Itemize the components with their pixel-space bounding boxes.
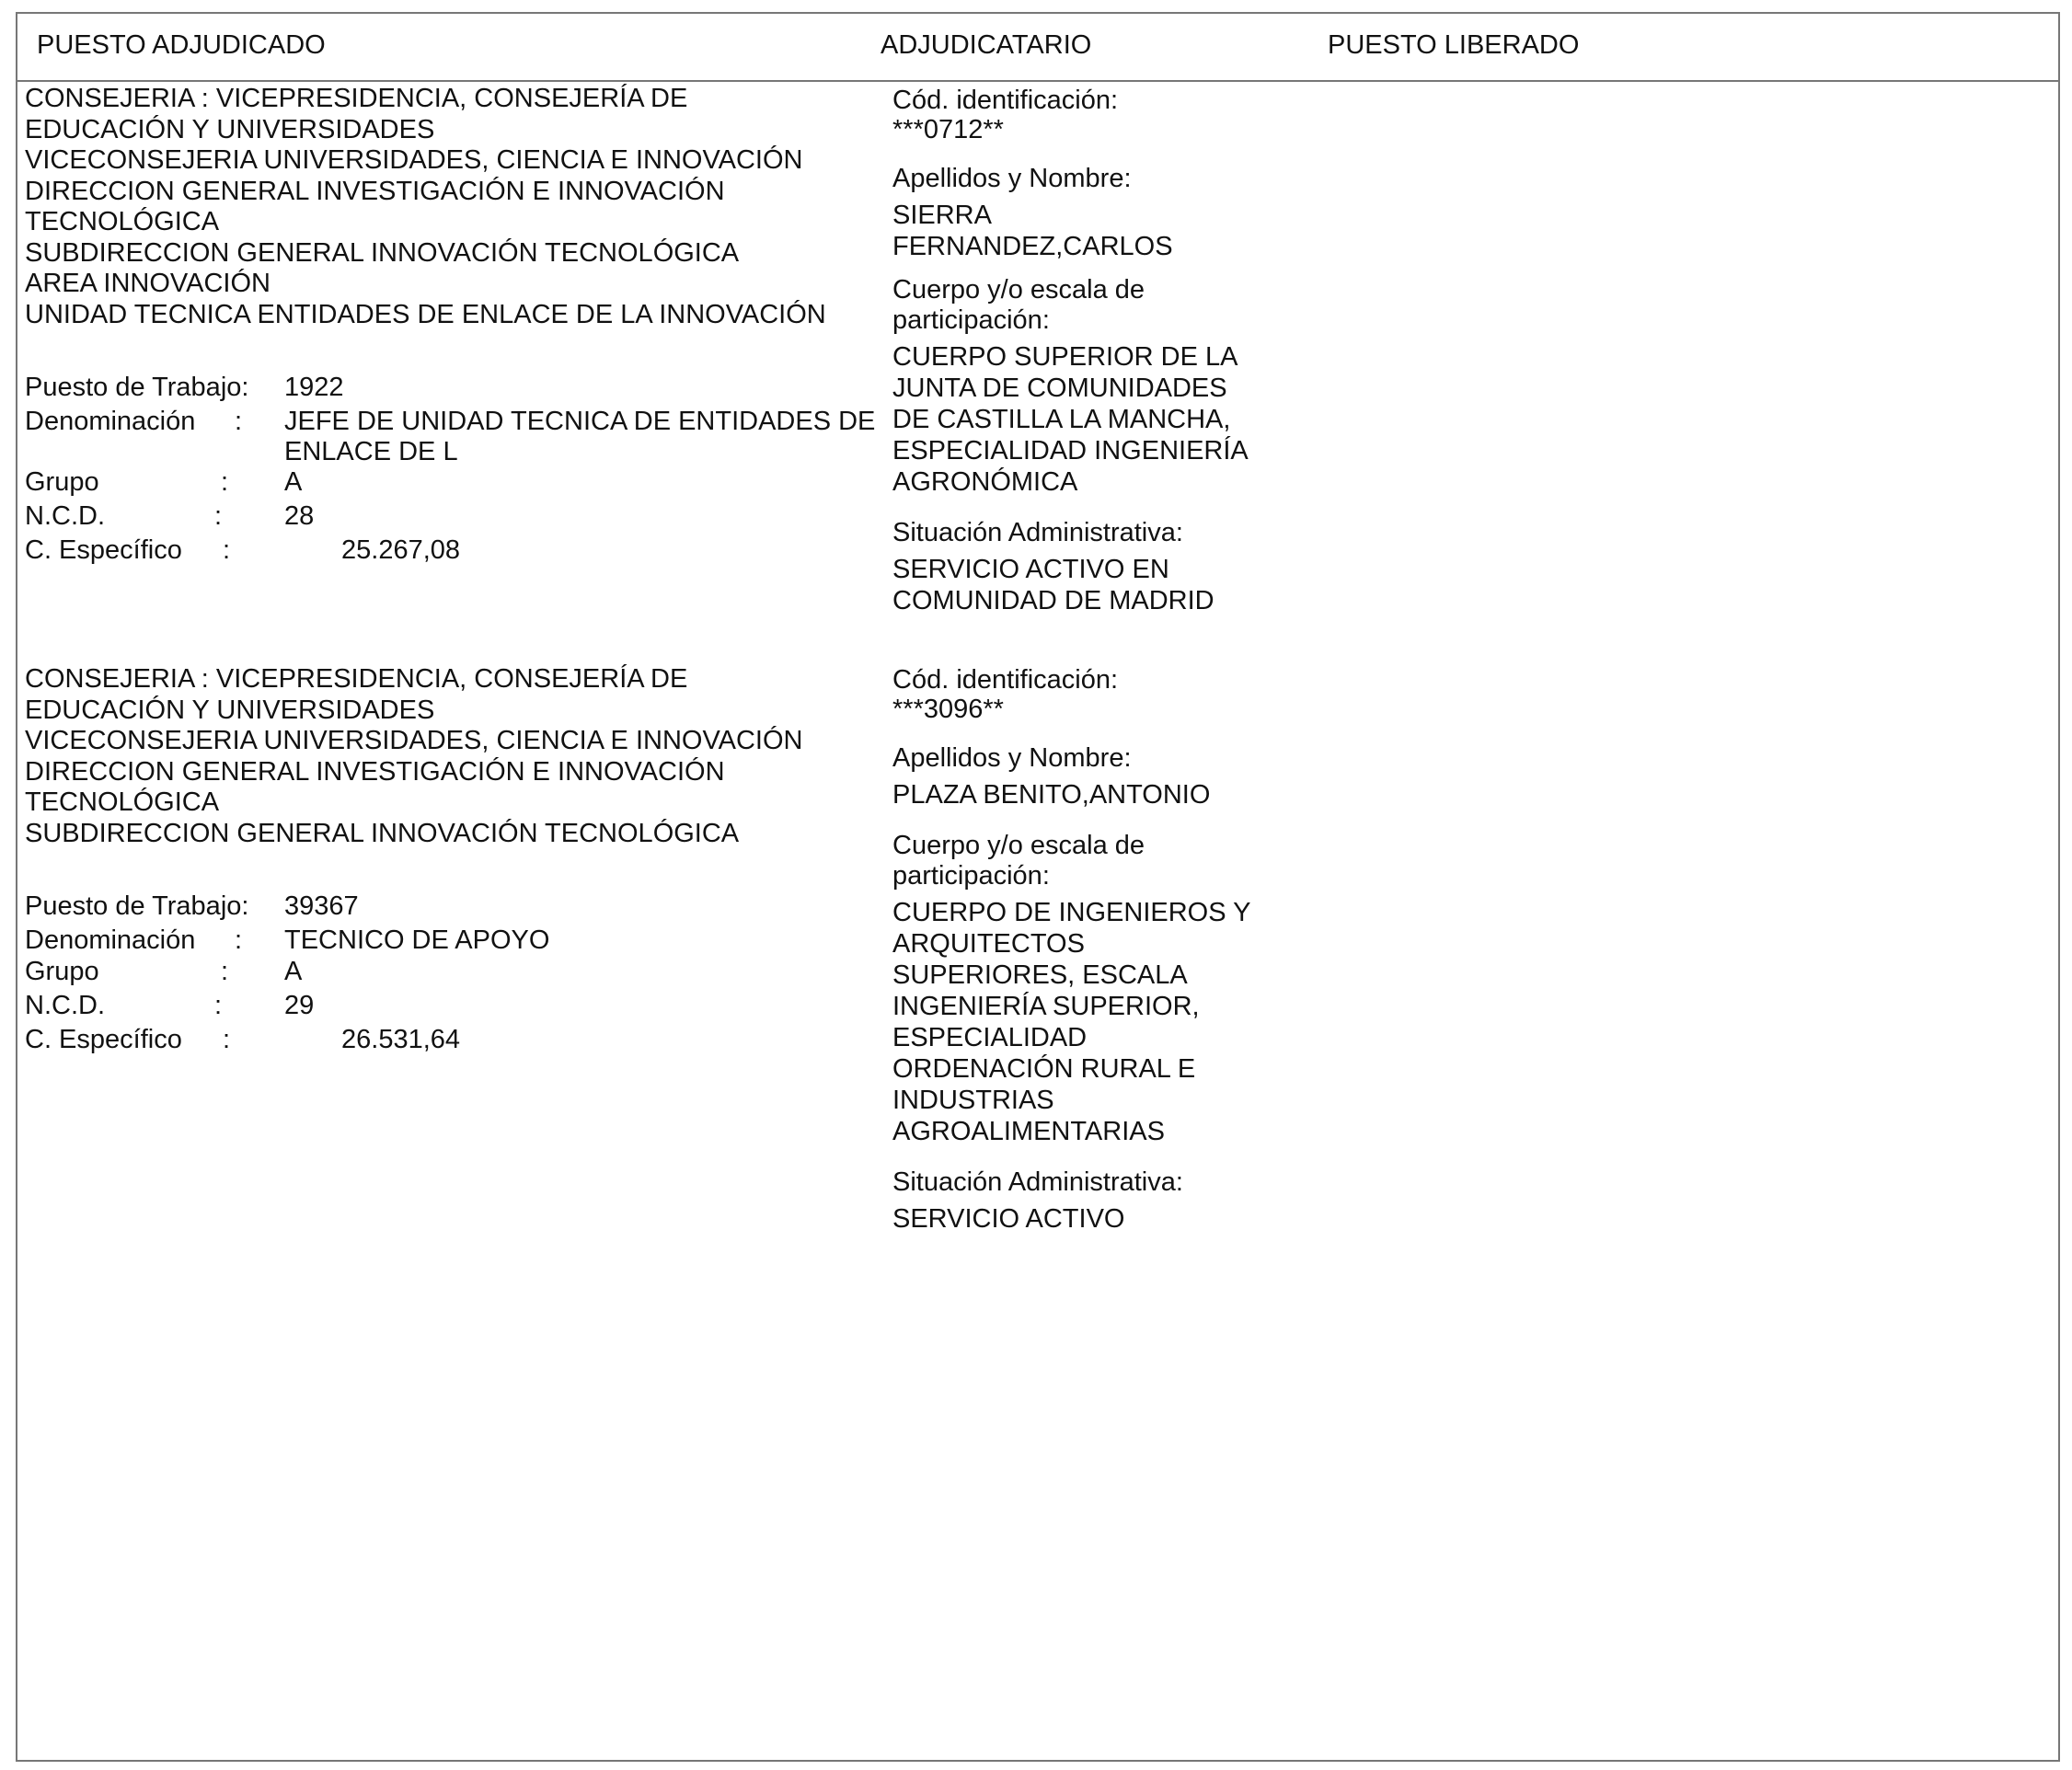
colon: : bbox=[221, 467, 229, 497]
ncd-row bbox=[25, 991, 890, 1025]
cuerpo-value bbox=[892, 897, 1279, 1147]
situacion-line: COMUNIDAD DE MADRID bbox=[892, 586, 1214, 615]
denominacion-value: TECNICO DE APOYO bbox=[284, 925, 550, 955]
org-line: SUBDIRECCION GENERAL INNOVACIÓN TECNOLÓGICA bbox=[25, 237, 740, 268]
nombre-line: PLAZA BENITO,ANTONIO bbox=[892, 780, 1211, 810]
header-puesto-liberado: PUESTO LIBERADO bbox=[1328, 30, 1580, 60]
org-line: VICECONSEJERIA UNIVERSIDADES, CIENCIA E INNOVACIÓN bbox=[25, 726, 803, 755]
cuerpo-line: INGENIERÍA SUPERIOR, bbox=[892, 992, 1200, 1021]
colon: : bbox=[223, 1025, 231, 1054]
cuerpo-label-line: Cuerpo y/o escala de bbox=[892, 275, 1145, 305]
ncd-value: 28 bbox=[284, 501, 315, 531]
entry-2-adjudicatario bbox=[892, 665, 1279, 1235]
grupo-label: Grupo bbox=[25, 957, 99, 986]
especifico-row bbox=[25, 535, 890, 569]
nombre-value bbox=[892, 779, 1279, 810]
apellidos-label: Apellidos y Nombre: bbox=[892, 743, 1132, 773]
org-line: TECNOLÓGICA bbox=[25, 207, 220, 236]
denominacion-label: Denominación bbox=[25, 925, 196, 955]
cuerpo-line: JUNTA DE COMUNIDADES bbox=[892, 374, 1227, 403]
nombre-line: FERNANDEZ,CARLOS bbox=[892, 232, 1173, 261]
puesto-label: Puesto de Trabajo: bbox=[25, 373, 249, 402]
cuerpo-line: SUPERIORES, ESCALA bbox=[892, 960, 1188, 990]
cuerpo-line: AGRONÓMICA bbox=[892, 467, 1078, 497]
org-line: DIRECCION GENERAL INVESTIGACIÓN E INNOVACIÓN bbox=[25, 176, 725, 206]
puesto-value: 39367 bbox=[284, 891, 359, 921]
denominacion-value: JEFE DE UNIDAD TECNICA DE ENTIDADES DE ENLACE DE L bbox=[284, 407, 876, 466]
apellidos-label: Apellidos y Nombre: bbox=[892, 164, 1132, 193]
especifico-row bbox=[25, 1025, 890, 1059]
puesto-row bbox=[25, 373, 890, 407]
grupo-row bbox=[25, 957, 890, 991]
entry-2-puesto-adjudicado bbox=[25, 664, 890, 1059]
denominacion-row bbox=[25, 925, 890, 957]
grupo-row bbox=[25, 467, 890, 501]
grupo-label: Grupo bbox=[25, 467, 99, 497]
cod-value: ***0712** bbox=[892, 115, 1004, 144]
cod-value: ***3096** bbox=[892, 695, 1004, 724]
cuerpo-label bbox=[892, 831, 1279, 891]
especifico-value: 26.531,64 bbox=[341, 1025, 461, 1054]
entry-1-org-block bbox=[25, 84, 890, 330]
cuerpo-value bbox=[892, 341, 1279, 498]
cod-label: Cód. identificación: bbox=[892, 665, 1119, 695]
ncd-value: 29 bbox=[284, 991, 315, 1020]
grupo-value: A bbox=[284, 467, 303, 497]
entry-1-puesto-adjudicado bbox=[25, 84, 890, 569]
org-line: SUBDIRECCION GENERAL INNOVACIÓN TECNOLÓGICA bbox=[25, 818, 740, 848]
puesto-row bbox=[25, 891, 890, 925]
cuerpo-label-line: participación: bbox=[892, 305, 1050, 335]
cuerpo-line: CUERPO SUPERIOR DE LA bbox=[892, 342, 1238, 372]
ncd-label: N.C.D. bbox=[25, 501, 105, 531]
header-divider bbox=[16, 80, 2060, 82]
org-line: DIRECCION GENERAL INVESTIGACIÓN E INNOVACIÓN bbox=[25, 756, 725, 787]
nombre-line: SIERRA bbox=[892, 201, 992, 230]
cuerpo-line: DE CASTILLA LA MANCHA, bbox=[892, 405, 1231, 434]
org-line: UNIDAD TECNICA ENTIDADES DE ENLACE DE LA INNOVACIÓN bbox=[25, 299, 826, 329]
especifico-label: C. Específico bbox=[25, 535, 182, 565]
org-line: CONSEJERIA : VICEPRESIDENCIA, CONSEJERÍA DE bbox=[25, 84, 688, 113]
cuerpo-line: ESPECIALIDAD INGENIERÍA bbox=[892, 436, 1249, 465]
cuerpo-line: AGROALIMENTARIAS bbox=[892, 1117, 1165, 1146]
cuerpo-line: ESPECIALIDAD bbox=[892, 1023, 1088, 1052]
org-line: CONSEJERIA : VICEPRESIDENCIA, CONSEJERÍA DE bbox=[25, 664, 688, 694]
situacion-value bbox=[892, 1203, 1279, 1235]
colon: : bbox=[235, 407, 243, 436]
header-adjudicatario: ADJUDICATARIO bbox=[881, 30, 1092, 60]
cuerpo-line: ARQUITECTOS bbox=[892, 929, 1085, 959]
cod-label: Cód. identificación: bbox=[892, 86, 1119, 115]
org-line: EDUCACIÓN Y UNIVERSIDADES bbox=[25, 695, 435, 725]
org-line: TECNOLÓGICA bbox=[25, 787, 220, 817]
situacion-value bbox=[892, 554, 1279, 616]
colon: : bbox=[214, 991, 223, 1020]
colon: : bbox=[221, 957, 229, 986]
especifico-label: C. Específico bbox=[25, 1025, 182, 1054]
colon: : bbox=[235, 925, 243, 955]
cuerpo-line: CUERPO DE INGENIEROS Y bbox=[892, 898, 1251, 927]
nombre-value bbox=[892, 200, 1279, 262]
colon: : bbox=[223, 535, 231, 565]
ncd-label: N.C.D. bbox=[25, 991, 105, 1020]
situacion-label: Situación Administrativa: bbox=[892, 1167, 1183, 1197]
cuerpo-label-line: participación: bbox=[892, 861, 1050, 891]
org-line: VICECONSEJERIA UNIVERSIDADES, CIENCIA E INNOVACIÓN bbox=[25, 145, 803, 175]
cuerpo-label-line: Cuerpo y/o escala de bbox=[892, 831, 1145, 860]
denominacion-label: Denominación bbox=[25, 407, 196, 436]
puesto-value: 1922 bbox=[284, 373, 344, 402]
especifico-value: 25.267,08 bbox=[341, 535, 461, 565]
org-line: AREA INNOVACIÓN bbox=[25, 269, 271, 298]
situacion-label: Situación Administrativa: bbox=[892, 518, 1183, 547]
denominacion-row bbox=[25, 407, 890, 467]
cuerpo-line: ORDENACIÓN RURAL E bbox=[892, 1054, 1196, 1084]
entry-2-org-block bbox=[25, 664, 890, 849]
org-line: EDUCACIÓN Y UNIVERSIDADES bbox=[25, 114, 435, 144]
colon: : bbox=[214, 501, 223, 531]
puesto-label: Puesto de Trabajo: bbox=[25, 891, 249, 921]
header-puesto-adjudicado: PUESTO ADJUDICADO bbox=[37, 30, 326, 60]
situacion-line: SERVICIO ACTIVO EN bbox=[892, 555, 1169, 584]
situacion-line: SERVICIO ACTIVO bbox=[892, 1204, 1125, 1234]
ncd-row bbox=[25, 501, 890, 535]
cuerpo-line: INDUSTRIAS bbox=[892, 1086, 1054, 1115]
entry-1-adjudicatario bbox=[892, 86, 1279, 616]
grupo-value: A bbox=[284, 957, 303, 986]
cuerpo-label bbox=[892, 275, 1279, 336]
